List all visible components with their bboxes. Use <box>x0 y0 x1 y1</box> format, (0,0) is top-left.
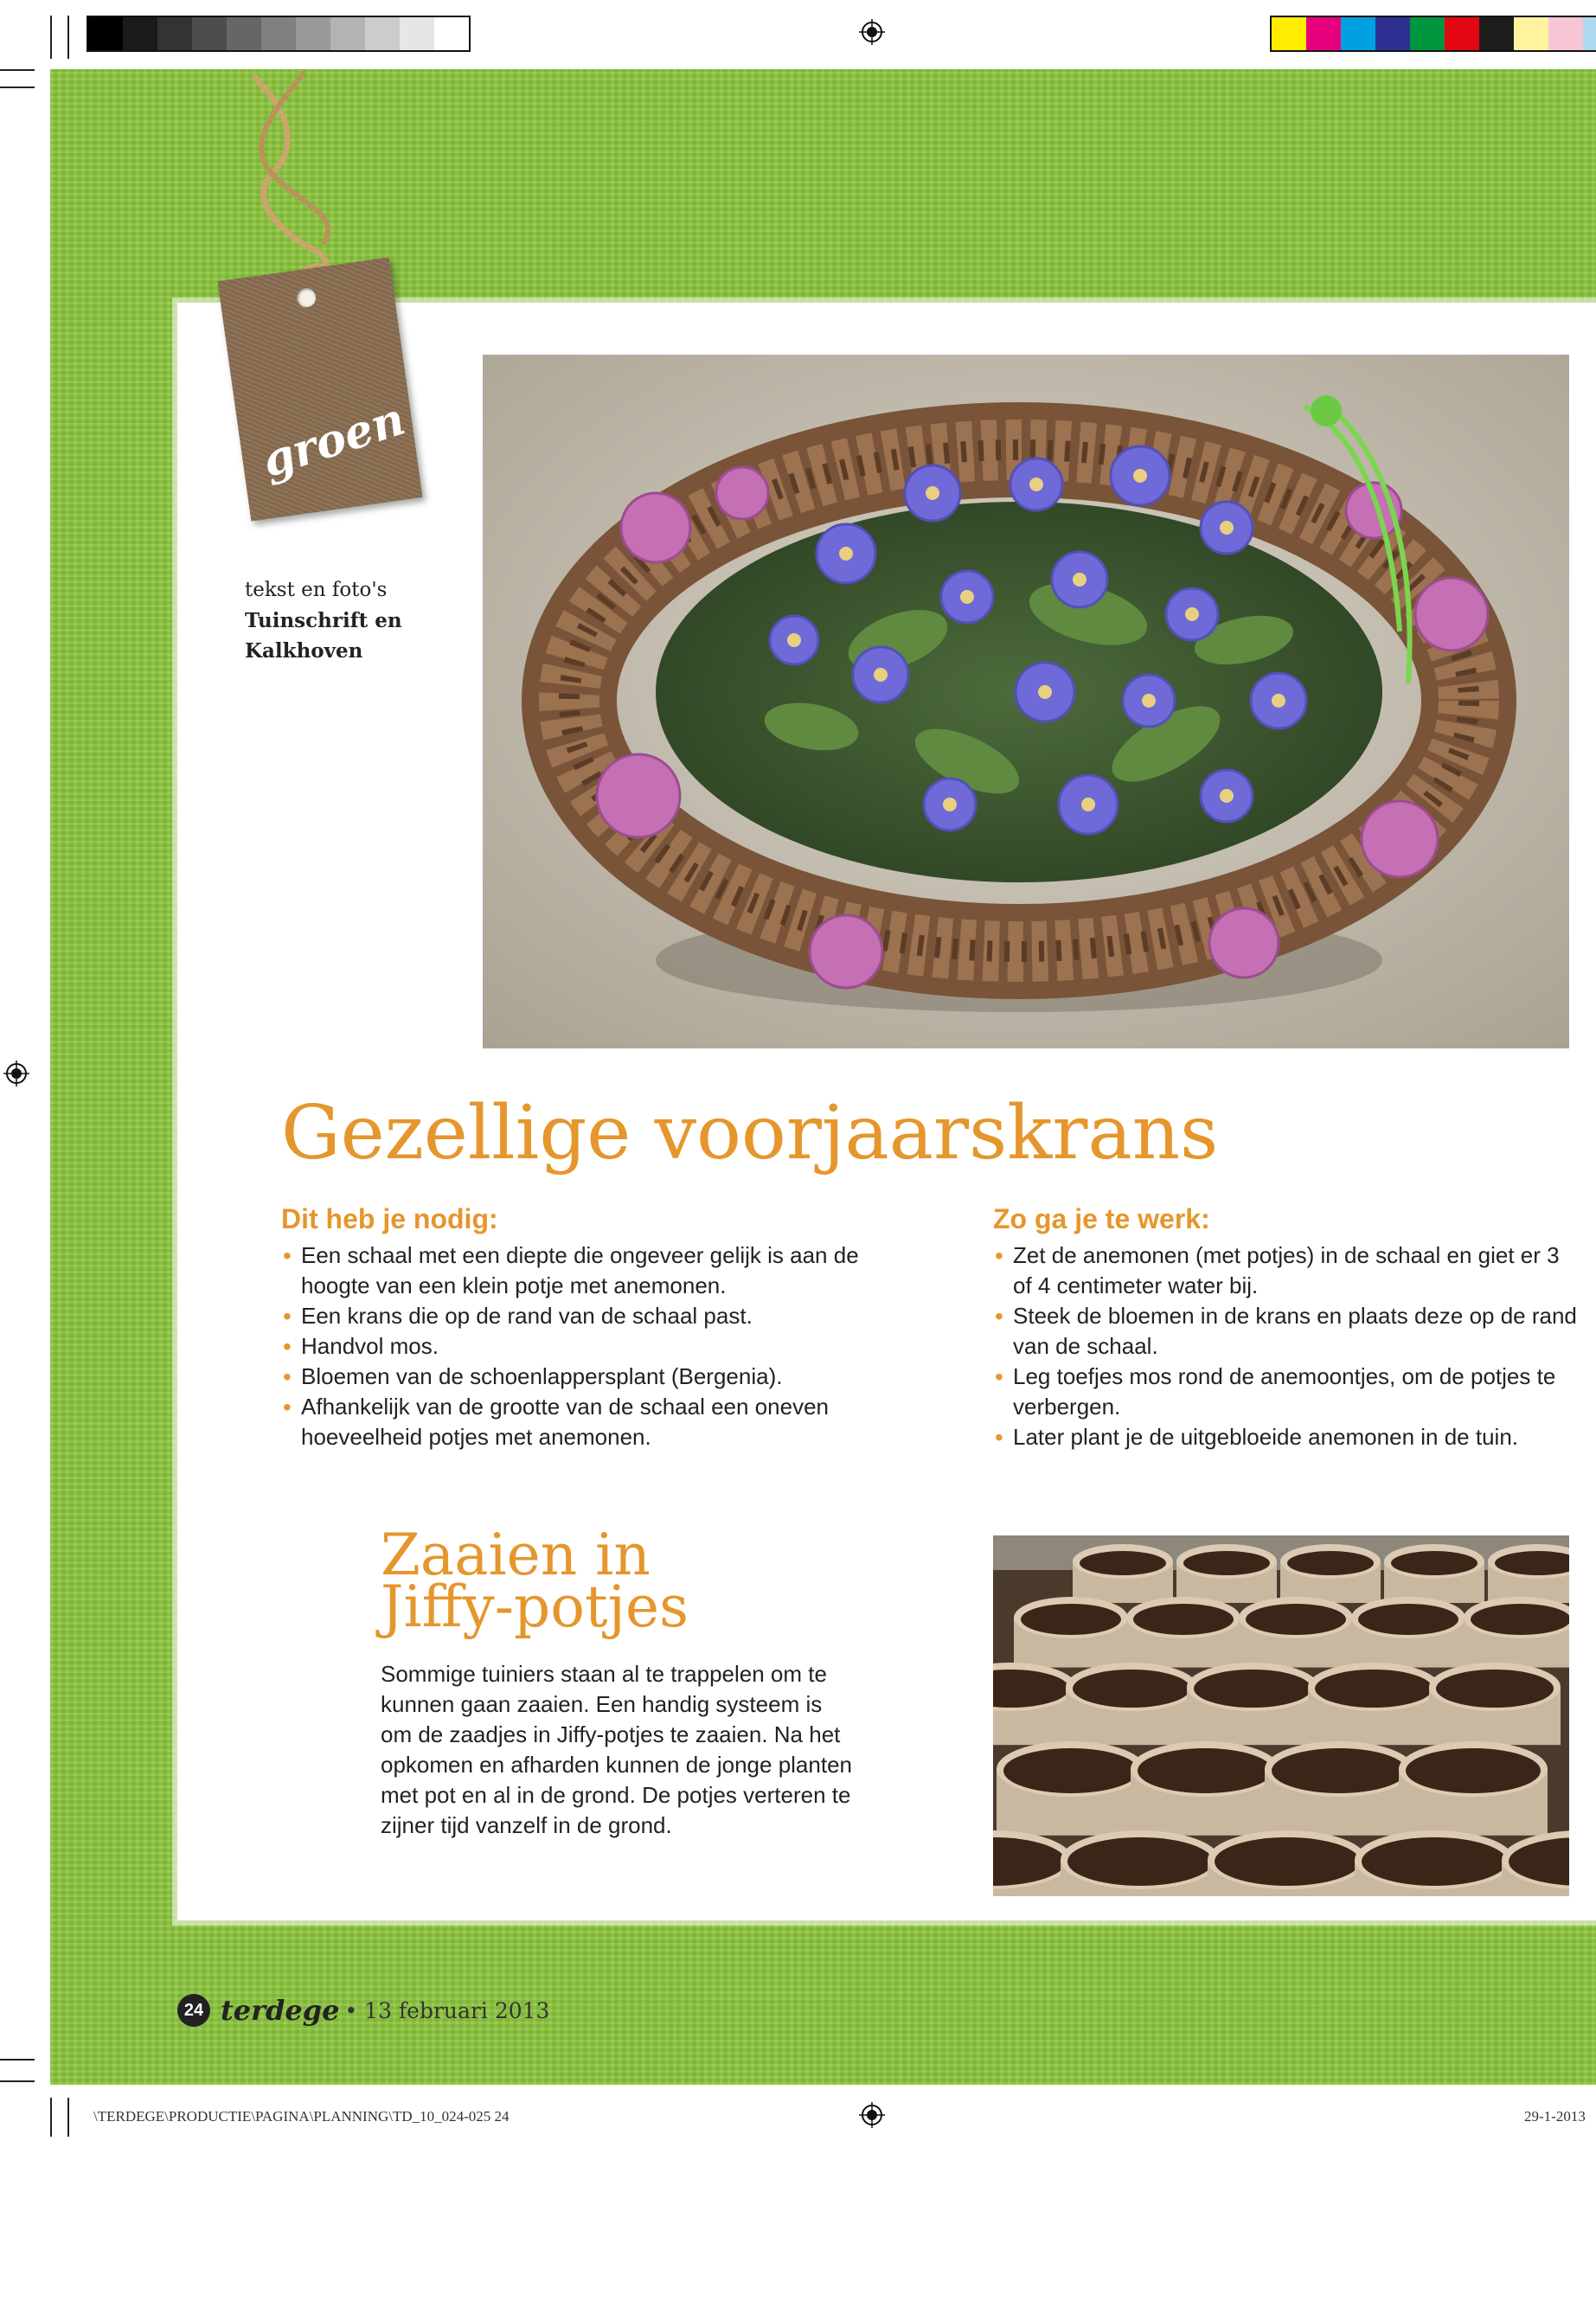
color-swatch <box>1375 17 1410 50</box>
color-swatch <box>400 17 434 50</box>
photo-credit <box>245 575 470 666</box>
registration-mark-icon <box>859 2102 885 2128</box>
color-swatch <box>1410 17 1445 50</box>
color-swatch <box>88 17 123 50</box>
color-swatch <box>157 17 192 50</box>
crop-mark <box>0 87 35 88</box>
magazine-logo: terdege <box>221 1994 340 2027</box>
jiffy-pots-photo <box>993 1535 1569 1896</box>
crop-mark <box>50 2098 52 2137</box>
color-swatch <box>227 17 261 50</box>
issue-date: • 13 februari 2013 <box>344 1998 549 2023</box>
color-swatch <box>1445 17 1479 50</box>
credit-author-2: Kalkhoven <box>245 639 363 663</box>
list-item: • Handvol mos. <box>281 1331 869 1362</box>
gray-color-bar <box>87 16 471 52</box>
color-swatch <box>1341 17 1375 50</box>
file-slug: \TERDEGE\PRODUCTIE\PAGINA\PLANNING\TD_10_024-025 24 <box>93 2108 510 2125</box>
crop-mark <box>0 69 35 71</box>
list-item: • Een schaal met een diepte die ongeveer gelijk is aan de hoogte van een klein potje met anemonen. <box>281 1240 869 1301</box>
color-swatch <box>1272 17 1306 50</box>
registration-mark-icon <box>3 1061 29 1086</box>
crop-mark <box>0 2080 35 2082</box>
slug-date: 29-1-2013 <box>1524 2108 1586 2125</box>
crop-mark <box>50 16 52 59</box>
color-swatch <box>365 17 400 50</box>
instructions-column <box>993 1202 1581 1452</box>
credit-author-1: Tuinschrift en <box>245 609 402 632</box>
materials-heading: Dit heb je nodig: <box>281 1203 498 1234</box>
list-item: • Afhankelijk van de grootte van de schaal een oneven hoeveelheid potjes met anemonen. <box>281 1392 869 1452</box>
color-swatch <box>261 17 296 50</box>
materials-column <box>281 1202 869 1452</box>
kraft-tag <box>217 257 422 521</box>
crop-mark <box>67 16 69 59</box>
color-swatch <box>1514 17 1548 50</box>
list-item: • Bloemen van de schoenlappersplant (Bergenia). <box>281 1362 869 1392</box>
list-item: • Leg toefjes mos rond de anemoontjes, om de potjes te verbergen. <box>993 1362 1581 1422</box>
hanging-tag <box>221 61 445 545</box>
list-item: • Steek de bloemen in de krans en plaats deze op de rand van de schaal. <box>993 1301 1581 1362</box>
process-color-bar <box>1270 16 1596 52</box>
crop-mark <box>0 2059 35 2061</box>
color-swatch <box>192 17 227 50</box>
color-swatch <box>123 17 157 50</box>
color-swatch <box>434 17 469 50</box>
sub-article-title: Zaaien in Jiffy-potjes <box>381 1522 689 1640</box>
color-swatch <box>1479 17 1514 50</box>
color-swatch <box>330 17 365 50</box>
color-swatch <box>1306 17 1341 50</box>
color-swatch <box>296 17 330 50</box>
page-number: 24 <box>177 1994 210 2027</box>
article-title: Gezellige voorjaarskrans <box>281 1090 1219 1176</box>
instructions-list <box>993 1240 1581 1452</box>
instructions-heading: Zo ga je te werk: <box>993 1203 1210 1234</box>
tag-hole <box>296 287 317 309</box>
list-item: • Zet de anemonen (met potjes) in de schaal en giet er 3 of 4 centimeter water bij. <box>993 1240 1581 1301</box>
color-swatch <box>1583 17 1596 50</box>
color-swatch <box>1548 17 1583 50</box>
sub-article-body: Sommige tuiniers staan al te trappelen om te kunnen gaan zaaien. Een handig systeem is om de zaadjes in Jiffy-potjes te zaaien. Na het opkomen en afharden kunnen de jonge planten met pot en al in de grond. De potjes verteren te zijner tijd vanzelf in de grond. <box>381 1661 852 1838</box>
list-item: • Later plant je de uitgebloeide anemonen in de tuin. <box>993 1422 1581 1452</box>
list-item: • Een krans die op de rand van de schaal past. <box>281 1301 869 1331</box>
credit-intro: tekst en foto's <box>245 579 388 601</box>
registration-mark-icon <box>859 19 885 45</box>
crop-mark <box>67 2098 69 2137</box>
section-label: groen <box>255 392 412 489</box>
page-footer <box>177 1994 549 2027</box>
materials-list <box>281 1240 869 1452</box>
wreath-photo <box>483 355 1569 1048</box>
